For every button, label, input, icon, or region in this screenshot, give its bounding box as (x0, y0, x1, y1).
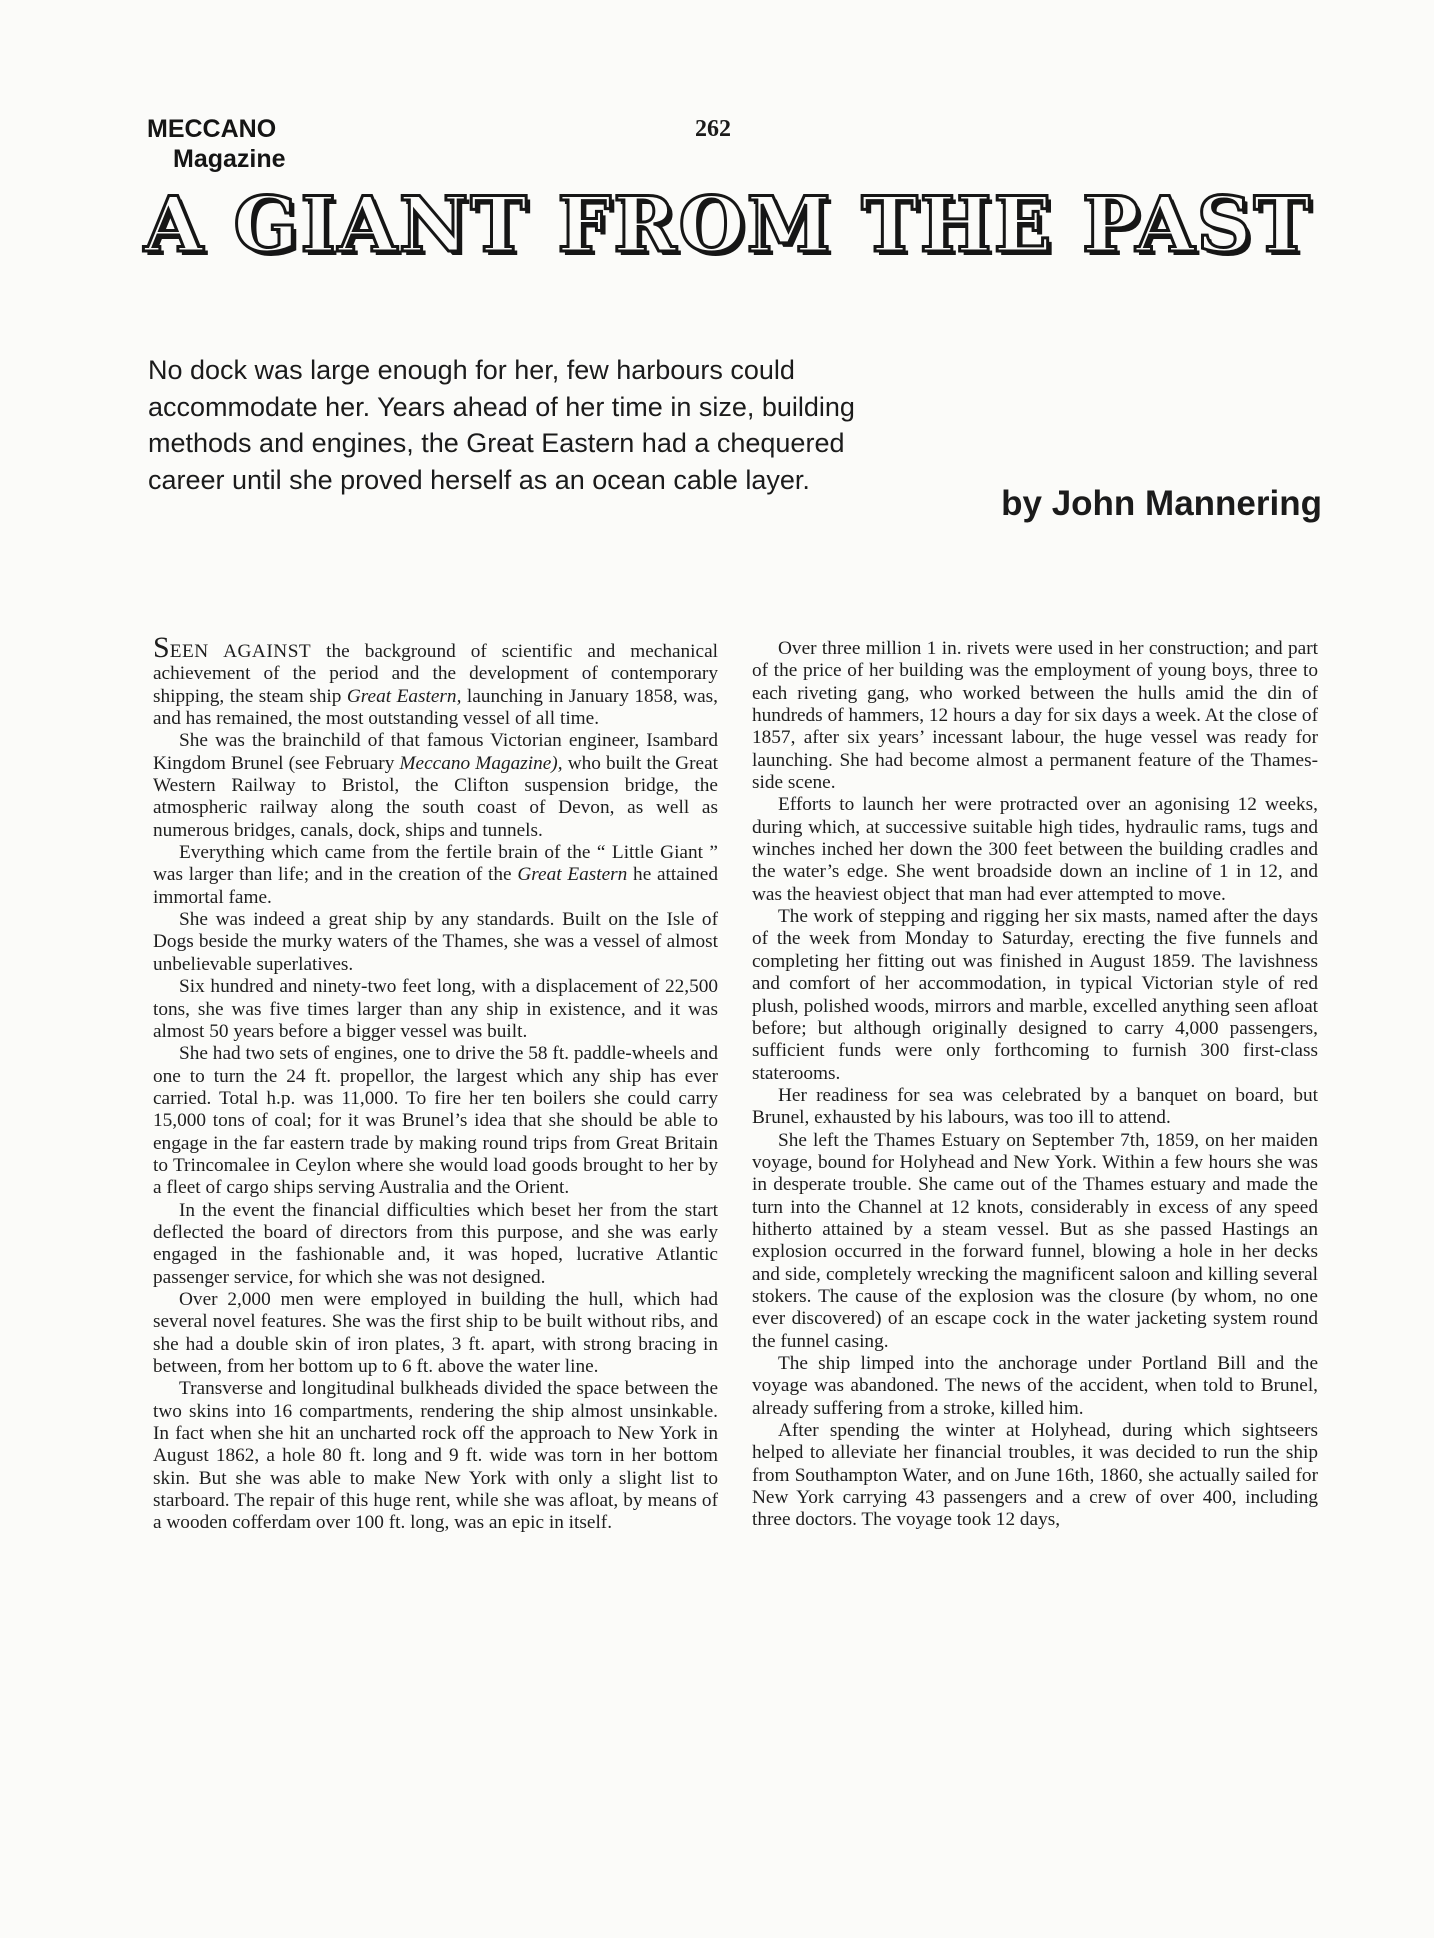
paragraph: Over 2,000 men were employed in building the hull, which had several novel features. She was the first ship to be built without ribs, and she had a double skin of iron plates, 3 ft. apart, with strong bracing in between, from her bottom up to 6 ft. above the water line. (153, 1288, 718, 1377)
paragraph (153, 730, 718, 842)
left-column (153, 631, 719, 1535)
drop-cap: S (153, 631, 170, 664)
paragraph: Efforts to launch her were protracted over an agonising 12 weeks, during which, at successive suitable high tides, hydraulic rams, tugs and winches inched her down the 300 feet between the building cradles and the water’s edge. She went broadside down an incline of 1 in 12, and was the heaviest object that man had ever attempted to move. (752, 794, 1318, 905)
show-through-shadow (915, 278, 933, 354)
masthead (147, 114, 286, 174)
paragraph-text: launching in January 1858, was, and has remained, the most outstanding vessel of all time. (153, 685, 718, 730)
paragraph: She left the Thames Estuary on September 7th, 1859, on her maiden voyage, bound for Holyhead and New York. Within a few hours she was in desperate trouble. She came out of the Thames estuary and made the turn into the Channel at 12 knots, considerably in excess of any speed hitherto attained by a steam vessel. But as she passed Hastings an explosion occurred in the forward funnel, blowing a hole in her decks and side, completely wrecking the magnificent saloon and killing several stokers. The cause of the explosion was the closure (by whom, no one ever discovered) of an escape cock in the water jacketing system round the funnel casing. (752, 1129, 1318, 1352)
byline: by John Mannering (1001, 484, 1322, 523)
paragraph: After spending the winter at Holyhead, during which sightseers helped to alleviate her financial troubles, it was decided to run the ship from Southampton Water, and on June 16th, 1860, she actually sailed for New York carrying 43 passengers and a crew of over 400, including three doctors. The voyage took 12 days, (752, 1420, 1318, 1531)
paragraph: Her readiness for sea was celebrated by a banquet on board, but Brunel, exhausted by his labours, was too ill to attend. (752, 1084, 1318, 1129)
paragraph: Transverse and longitudinal bulkheads divided the space between the two skins into 16 compartments, rendering the ship almost unsinkable. In fact when she hit an uncharted rock off the approach to New York in August 1862, a hole 80 ft. long and 9 ft. wide was torn in her bottom skin. But she was able to make New York with only a slight list to starboard. The repair of this huge rent, while she was afloat, by means of a wooden cofferdam over 100 ft. long, was an epic in itself. (153, 1378, 718, 1534)
paragraph: The ship limped into the anchorage under Portland Bill and the voyage was abandoned. The news of the accident, when told to Brunel, already suffering from a stroke, killed him. (752, 1353, 1318, 1419)
paragraph-text: She was the brainchild of that famous Victorian engineer, Isambard Kingdom Brunel (see February (153, 730, 718, 774)
paragraph: The work of stepping and rigging her six masts, named after the days of the week from Monday to Saturday, erecting the five funnels and completing her fitting out was finished in August 1859. The lavishness and comfort of her accommodation, in typical Victorian style of red plush, polished woods, mirrors and marble, excelled anything seen afloat before; but although originally designed to carry 4,000 passengers, sufficient funds were only forthcoming to furnish 300 first-class staterooms. (752, 906, 1318, 1084)
paragraph (153, 842, 718, 909)
ship-name-italic: Great Eastern, (346, 685, 462, 707)
masthead-line-1: MECCANO (147, 115, 277, 143)
paragraph: In the event the financial difficulties which beset her from the start deflected the board of directors from this purpose, and she was early engaged in the fashionable and, it was hoped, lucrative Atlantic passenger service, for which she was not designed. (153, 1199, 718, 1288)
right-column (752, 638, 1318, 1532)
article-title: A GIANT FROM THE PAST (144, 180, 1313, 269)
paragraph: She was indeed a great ship by any standards. Built on the Isle of Dogs beside the murky waters of the Thames, she was a vessel of almost unbelievable superlatives. (153, 909, 718, 975)
paragraph-text: Everything which came from the fertile brain of the “ Little Giant ” was larger than life; and in the creation of the (153, 842, 718, 886)
paragraph: Six hundred and ninety-two feet long, with a displacement of 22,500 tons, she was five times larger than any ship in existence, and it was almost 50 years before a bigger vessel was built. (153, 976, 718, 1042)
ship-name-italic: Great Eastern (517, 864, 628, 886)
paragraph-text: he attained immortal fame. (153, 864, 719, 908)
paragraph-text: who built the Great Western Railway to Bristol, the Clifton suspension bridge, the atmospheric railway along the south coast of Devon, as well as numerous bridges, canals, dock, ships and tunnels. (153, 752, 719, 841)
standfirst: No dock was large enough for her, few harbours could accommodate her. Years ahead of her time in size, building methods and engines, the Great Eastern had a chequered career until she proved herself as an ocean cable layer. (148, 355, 855, 495)
magazine-name-italic: Meccano Magazine), (399, 752, 563, 774)
paragraph-text: the background of scientific and mechanical achievement of the period and the development of contemporary shipping, the steam ship (153, 641, 718, 707)
masthead-line-2: Magazine (173, 145, 286, 173)
paragraph: She had two sets of engines, one to drive the 58 ft. paddle-wheels and one to turn the 24 ft. propellor, the largest which any ship has ever carried. Total h.p. was 11,000. To fire her ten boilers she could carry 15,000 tons of coal; for it was Brunel’s idea that she should be able to engage in the far eastern trade by making round trips from Great Britain to Trincomalee in Ceylon where she would load goods brought to her by a fleet of cargo ships serving Australia and the Orient. (153, 1043, 718, 1199)
paragraph: Over three million 1 in. rivets were used in her construction; and part of the price of her building was the employment of young boys, three to each riveting gang, who worked between the hulls amid the din of hundreds of hammers, 12 hours a day for six days a week. At the close of 1857, after six years’ incessant labour, the huge vessel was ready for launching. She had become almost a permanent feature of the Thames-side scene. (752, 638, 1318, 794)
page-number: 262 (695, 116, 731, 142)
paragraph (153, 631, 718, 730)
opening-small-caps: EEN AGAINST (169, 641, 312, 662)
